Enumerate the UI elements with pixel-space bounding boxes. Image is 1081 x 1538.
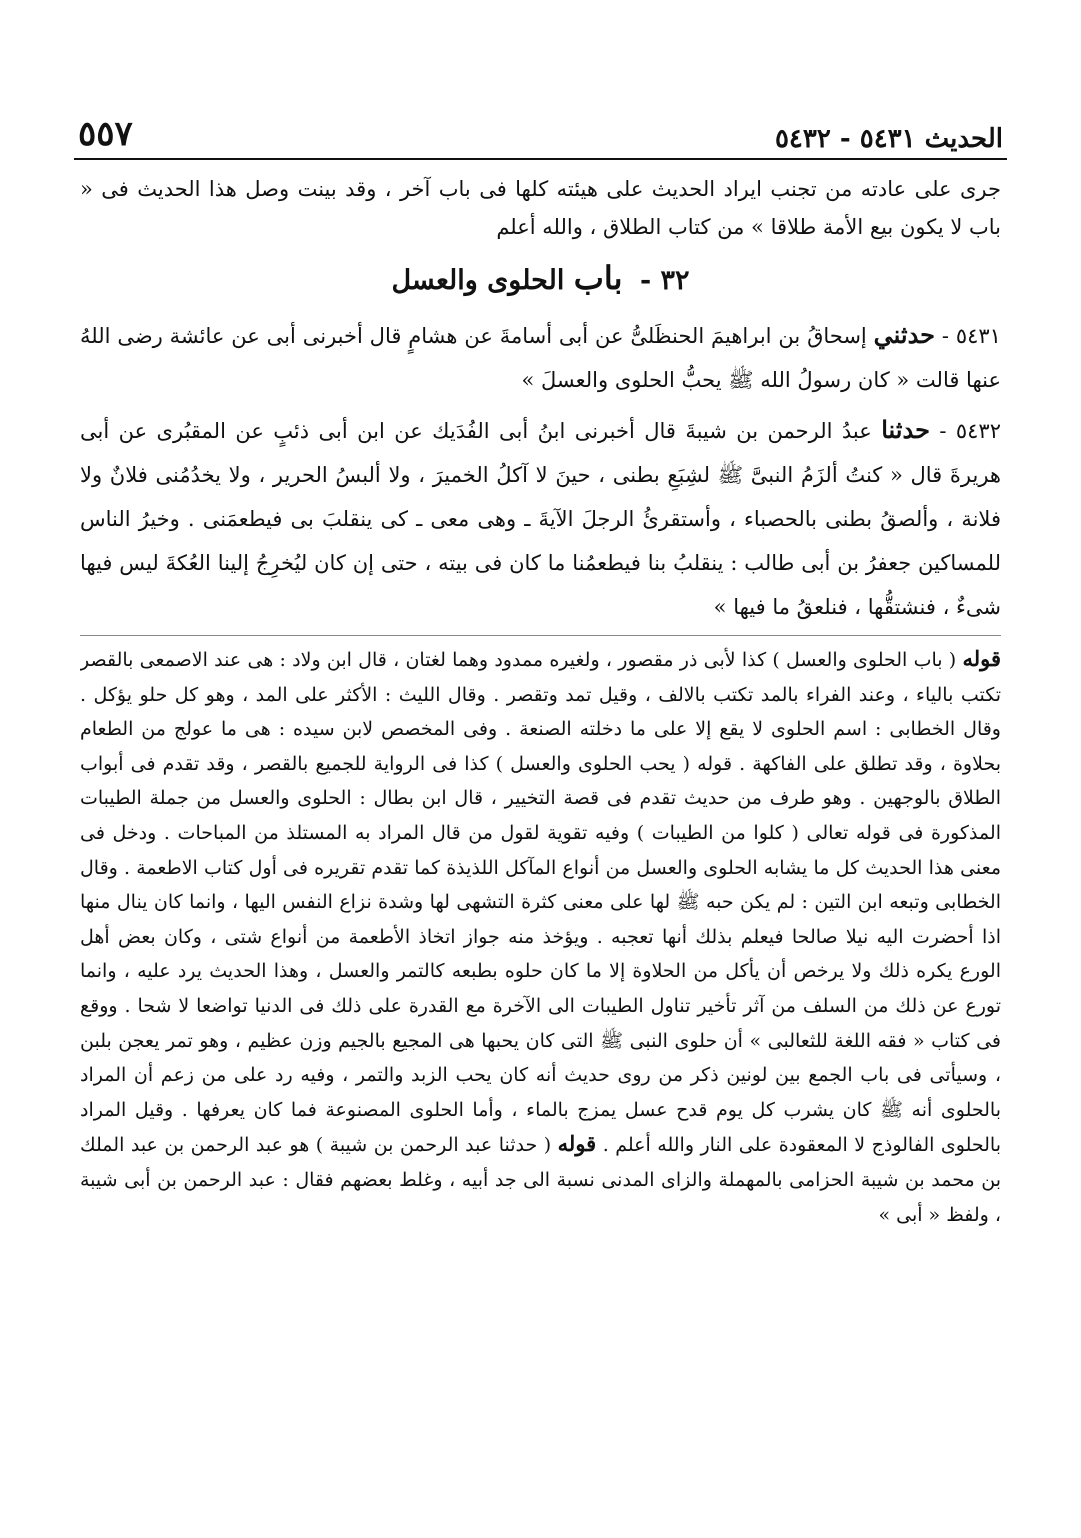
- hadith-text: عبدُ الرحمن بن شيبةَ قال أخبرنى ابنُ أبى الفُدَيك عن ابن أبى ذئبٍ عن المقبُرى عن أبى هريرةَ قال « كنتُ ألزَمُ النبىَّ ﷺ لشِبَعِ بطنى ، حينَ لا آكلُ الخميرَ ، ولا ألبسُ الحرير ، ولا يخدُمُنى فلانٌ ولا فلانة ، وألصقُ بطنى بالحصباء ، وأستقرئُ الرجلَ الآيةَ ـ وهى معى ـ كى ينقلبَ بى فيطعمَنى . وخيرُ الناس للمساكين جعفرُ بن أبى طالب : ينقلبُ بنا فيطعمُنا ما كان فى بيته ، حتى إن كان ليُخرِجُ إلينا العُكةَ ليس فيها شىءٌ ، فنشتقُّها ، فنلعقُ ما فيها »: [80, 419, 1001, 619]
- commentary-paragraph: [80, 642, 1001, 1232]
- commentary-text: ( حدثنا عبد الرحمن بن شيبة ) هو عبد الرحمن بن عبد الملك بن محمد بن شيبة الحزامى بالمهملة والزاى المدنى نسبة الى جد أبيه ، وغلط بعضهم فقال : عبد الرحمن بن أبى شيبة ، ولفظ « أبى »: [80, 1134, 1001, 1226]
- chapter-heading: [80, 256, 1001, 303]
- commentary-keyword: قوله: [557, 1131, 597, 1157]
- chapter-title: الحلوى والعسل: [391, 265, 565, 296]
- hadith-number: ٥٤٣٢ -: [939, 419, 1001, 443]
- page-body: [80, 170, 1001, 1518]
- hadith-lead-word: حدثني: [873, 320, 935, 349]
- chapter-word: باب: [573, 259, 623, 297]
- hadith-number: ٥٤٣١ -: [941, 324, 1001, 348]
- header-rule: [74, 158, 1007, 160]
- hadith-5431: [80, 313, 1001, 402]
- hadith-5432: [80, 408, 1001, 629]
- running-head: الحديث ٥٤٣١ - ٥٤٣٢: [774, 124, 1003, 154]
- hadith-text: إسحاقُ بن ابراهيمَ الحنظَلىُّ عن أبى أسامةَ عن هشامٍ قال أخبرنى أبى عن عائشة رضى اللهُ عنها قالت « كان رسولُ الله ﷺ يحبُّ الحلوى والعسلَ »: [80, 324, 1001, 392]
- intro-paragraph: جرى على عادته من تجنب ايراد الحديث على هيئته كلها فى باب آخر ، وقد بينت وصل هذا الحديث فى « باب لا يكون بيع الأمة طلاقا » من كتاب الطلاق ، والله أعلم: [80, 177, 1001, 239]
- chapter-number: ٣٢ -: [639, 265, 690, 296]
- commentary-text: ( باب الحلوى والعسل ) كذا لأبى ذر مقصور ، ولغيره ممدود وهما لغتان ، قال ابن ولاد : هى عند الاصمعى بالقصر تكتب بالياء ، وعند الفراء بالمد تكتب بالالف ، وقيل تمد وتقصر . وقال الليث : الأكثر على المد ، وهو كل حلو يؤكل . وقال الخطابى : اسم الحلوى لا يقع إلا على ما دخلته الصنعة . وفى المخصص لابن سيده : هى ما عولج من الطعام بحلاوة ، وقد تطلق على الفاكهة . قوله ( يحب الحلوى والعسل ) كذا فى الرواية للجميع بالقصر ، وقد تقدم فى أبواب الطلاق بالوجهين . وهو طرف من حديث تقدم فى قصة التخيير ، قال ابن بطال : الحلوى والعسل من جملة الطيبات المذكورة فى قوله تعالى ( كلوا من الطيبات ) وفيه تقوية لقول من قال المراد به المستلذ من المباحات . ودخل فى معنى هذا الحديث كل ما يشابه الحلوى والعسل من أنواع المآكل اللذيذة كما تقدم تقريره فى أول كتاب الاطعمة . وقال الخطابى وتبعه ابن التين : لم يكن حبه ﷺ لها على معنى كثرة التشهى لها وشدة نزاع النفس اليها ، وانما كان ينال منها اذا أحضرت اليه نيلا صالحا فيعلم بذلك أنها تعجبه . ويؤخذ منه جواز اتخاذ الأطعمة من أنواع شتى ، وكان بعض أهل الورع يكره ذلك ولا يرخص أن يأكل من الحلاوة إلا ما كان حلوه بطبعه كالتمر والعسل ، وهذا الحديث يرد عليه ، وانما تورع عن ذلك من السلف من آثر تأخير تناول الطيبات الى الآخرة مع القدرة على ذلك فى الدنيا تواضعا لا شحا . ووقع فى كتاب « فقه اللغة للثعالبى » أن حلوى النبى ﷺ التى كان يحبها هى المجيع بالجيم وزن عظيم ، وهو تمر يعجن بلبن ، وسيأتى فى باب الجمع بين لونين ذكر من روى حديث أنه كان يحب الزبد والتمر ، وفيه رد على من زعم أن المراد بالحلوى أنه ﷺ كان يشرب كل يوم قدح عسل يمزج بالماء ، وأما الحلوى المصنوعة فما كان يعرفها . وقيل المراد بالحلوى الفالوذج لا المعقودة على النار والله أعلم .: [80, 649, 1001, 1157]
- page-number: ٥٥٧: [78, 114, 133, 154]
- page-header: [78, 108, 1003, 154]
- hadith-lead-word: حدثنا: [881, 415, 930, 444]
- commentary-keyword: قوله: [962, 646, 1001, 671]
- commentary-divider: [80, 635, 1001, 636]
